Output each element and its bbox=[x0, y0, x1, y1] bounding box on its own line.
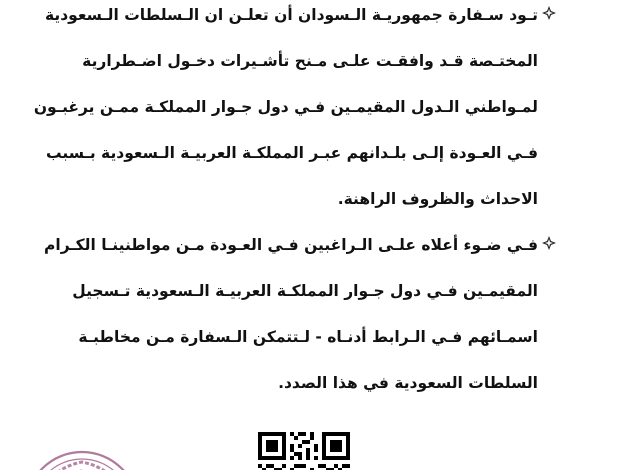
paragraph-1-line-1: تـود سـفارة جمهوريـة الـسودان أن تعلـن ان الـسلطات الـسعودية bbox=[44, 6, 538, 24]
diamond-bullet-icon bbox=[542, 6, 556, 20]
embassy-seal-stamp bbox=[22, 448, 142, 470]
announcement-body bbox=[33, 0, 538, 406]
paragraph-1-line-5: الاحداث والظروف الراهنة. bbox=[337, 190, 538, 208]
paragraph-2 bbox=[44, 222, 538, 406]
paragraph-1 bbox=[33, 0, 538, 222]
paragraph-1-line-2: المختـصة قـد وافقـت علـى مـنح تأشـيرات دخـول اضـطرارية bbox=[82, 52, 538, 70]
diamond-bullet-icon bbox=[542, 236, 556, 250]
paragraph-2-line-1: فـي ضـوء أعلاه علـى الـراغبين فـي العـودة مـن مواطنينـا الكـرام bbox=[44, 236, 538, 254]
paragraph-1-line-3: لمـواطني الـدول المقيمـين فـي دول جـوار المملكـة ممـن يرغبـون bbox=[33, 98, 538, 116]
paragraph-1-line-4: فـي العـودة إلـى بلـدانهم عبـر المملكـة العربيـة الـسعودية بـسبب bbox=[46, 144, 538, 162]
paragraph-2-line-3: اسمـائهم فـي الـرابط أدنـاه - لـتتمكن الـسفارة مـن مخاطبـة bbox=[78, 328, 538, 346]
paragraph-2-line-4: السلطات السعودية في هذا الصدد. bbox=[278, 374, 538, 392]
paragraph-2-line-2: المقيمـين فـي دول جـوار المملكـة العربيـة الـسعودية تـسجيل bbox=[72, 282, 538, 300]
qr-code-icon[interactable] bbox=[258, 432, 350, 470]
